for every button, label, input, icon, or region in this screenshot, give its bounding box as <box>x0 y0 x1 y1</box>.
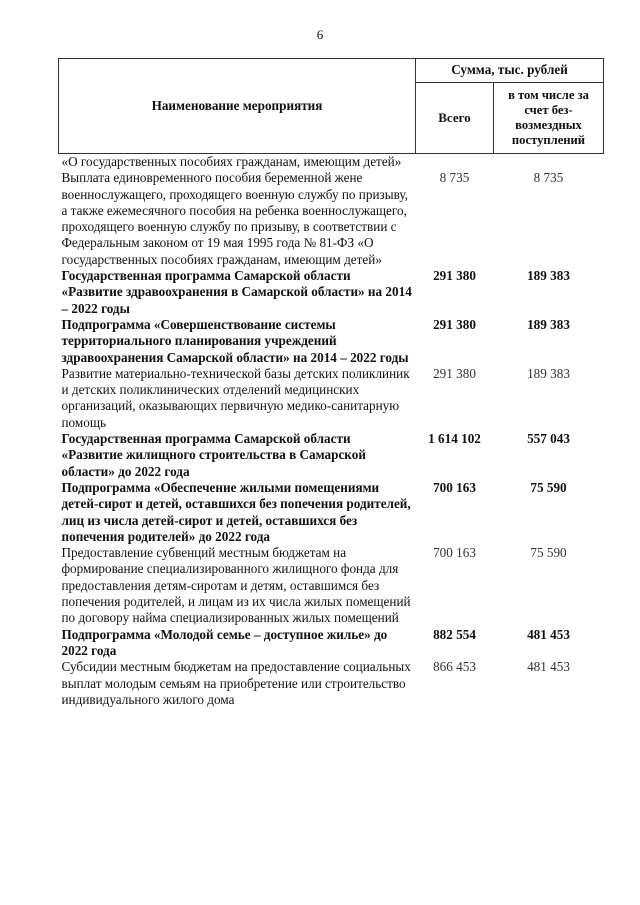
table-row <box>59 659 604 708</box>
row-grants-cell: 481 453 <box>527 659 570 675</box>
row-grants-cell <box>494 154 604 171</box>
row-name-cell: Подпрограмма «Обеспечение жилыми помещениями детей-сирот и детей, оставшихся без попечения родителей, лиц из числа детей-сирот и детей, оставшихся без попечения родителей» до 2022 года <box>61 479 411 544</box>
table-row <box>59 268 604 317</box>
table-row <box>59 170 604 268</box>
row-grants-cell: 75 590 <box>530 545 567 561</box>
row-name-cell: Подпрограмма «Молодой семье – доступное жилье» до 2022 года <box>61 626 388 658</box>
row-total-cell: 8 735 <box>439 170 470 186</box>
row-name-cell: Субсидии местным бюджетам на предоставление социальных выплат молодым семьям на приобретение или строительство индивидуального жилого дома <box>61 659 411 707</box>
header-grants: в том числе за счет без-возмездных поступлений <box>494 83 604 154</box>
row-grants-cell: 8 735 <box>533 170 564 186</box>
row-name-cell: Развитие материально-технической базы детских поликлиник и детских поликлинических отделений медицинских организаций, оказывающих первичную медико-санитарную помощь <box>61 365 410 430</box>
row-grants-cell: 189 383 <box>527 316 570 332</box>
table-row <box>59 366 604 431</box>
page-number: 6 <box>316 27 324 42</box>
row-grants-cell: 75 590 <box>530 479 567 495</box>
row-name-cell: «О государственных пособиях гражданам, имеющим детей» <box>61 154 402 169</box>
row-total-cell: 291 380 <box>433 268 476 284</box>
row-total-cell: 1 614 102 <box>428 431 481 447</box>
row-name-cell: Государственная программа Самарской области «Развитие жилищного строительства в Самарской области» до 2022 года <box>61 431 366 479</box>
budget-table <box>58 58 604 708</box>
row-name-cell: Государственная программа Самарской области «Развитие здравоохранения в Самарской области» на 2014 – 2022 годы <box>61 268 412 316</box>
table-row <box>59 317 604 366</box>
table-row <box>59 480 604 545</box>
table-row <box>59 431 604 480</box>
table-row <box>59 545 604 626</box>
row-name-cell: Выплата единовременного пособия беременной жене военнослужащего, проходящего военную службу по призыву, а также ежемесячного пособия на ребенка военнослужащего, проходящего военную службу по призыву, в соответствии с Федеральным законом от 19 мая 1995 года № 81-ФЗ «О государственных пособиях гражданам, имеющим детей» <box>61 170 408 267</box>
header-name: Наименование мероприятия <box>59 59 416 154</box>
row-total-cell: 700 163 <box>433 545 476 561</box>
row-total-cell: 882 554 <box>433 626 476 642</box>
row-total-cell: 700 163 <box>433 479 476 495</box>
row-grants-cell: 481 453 <box>527 626 570 642</box>
row-total-cell: 291 380 <box>433 316 476 332</box>
table-body <box>59 154 604 709</box>
row-total-cell: 291 380 <box>433 365 476 381</box>
table-row <box>59 154 604 171</box>
row-name-cell: Подпрограмма «Совершенствование системы территориального планирования учреждений здравоохранения Самарской области» на 2014 – 2022 годы <box>61 316 409 365</box>
row-total-cell: 866 453 <box>433 659 476 675</box>
row-grants-cell: 189 383 <box>527 268 570 284</box>
row-total-cell <box>416 154 494 171</box>
header-total: Всего <box>416 83 494 154</box>
row-grants-cell: 189 383 <box>527 365 570 381</box>
header-sum-group: Сумма, тыс. рублей <box>416 59 604 83</box>
row-grants-cell: 557 043 <box>527 431 570 447</box>
row-name-cell: Предоставление субвенций местным бюджетам на формирование специализированного жилищного фонда для предоставления детям-сиротам и детям, оставшимся без попечения родителей, и лицам из их числа жилых помещений по договору найма специализированных жилых помещений <box>61 545 411 626</box>
table-row <box>59 627 604 660</box>
table-header <box>59 59 604 154</box>
